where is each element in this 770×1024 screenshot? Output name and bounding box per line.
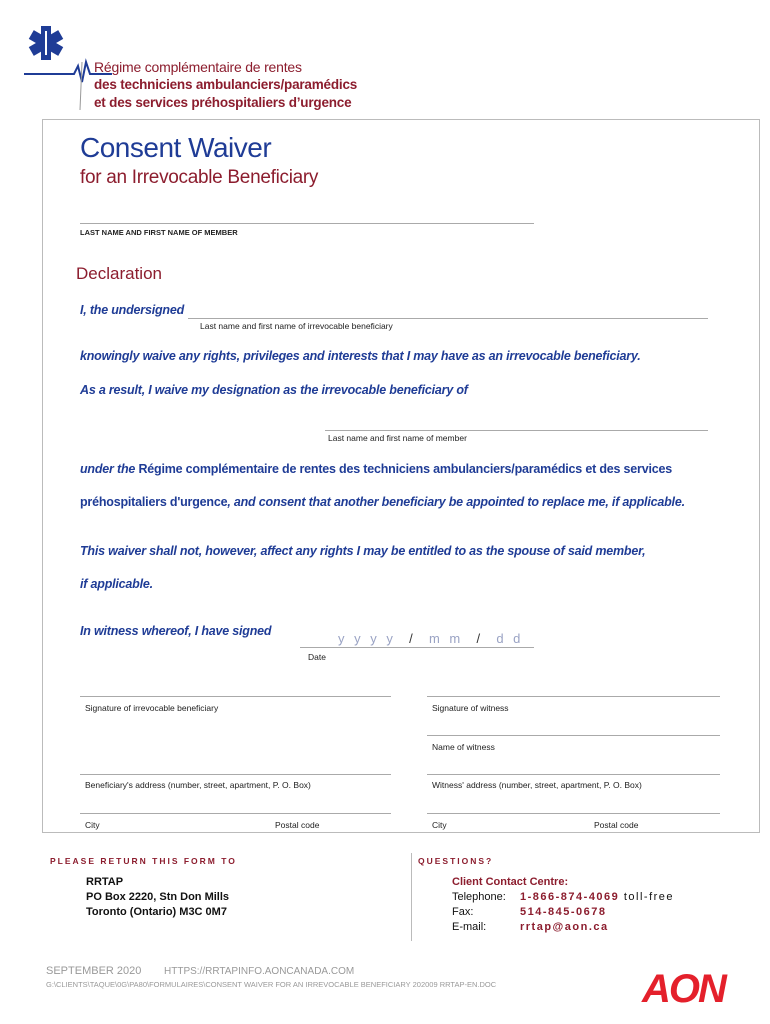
form-border [42, 119, 43, 833]
beneficiary-city-label: City [85, 820, 100, 830]
date-caption: Date [308, 652, 326, 662]
beneficiary-name-input[interactable] [188, 318, 708, 319]
member-name-caption: Last name and first name of member [328, 433, 467, 443]
witness-name-label: Name of witness [432, 742, 495, 752]
witness-name-input[interactable] [427, 735, 720, 736]
member-name-input-2[interactable] [325, 430, 708, 431]
beneficiary-signature-label: Signature of irrevocable beneficiary [85, 703, 219, 713]
date-underline [300, 647, 534, 648]
beneficiary-city-input[interactable] [80, 813, 391, 814]
witness-signature-label: Signature of witness [432, 703, 509, 713]
witness-city-label: City [432, 820, 447, 830]
return-address-line3: Toronto (Ontario) M3C 0M7 [86, 906, 227, 918]
org-name-line2: des techniciens ambulanciers/paramédics [94, 77, 358, 92]
declaration-paragraph-4: préhospitaliers d'urgence, and consent that another beneficiary be appointed to replace me, if applicable. [80, 495, 685, 509]
website-link[interactable]: HTTPS://RRTAPINFO.AONCANADA.COM [164, 966, 355, 977]
form-border [42, 119, 760, 120]
declaration-paragraph-1: knowingly waive any rights, privileges and interests that I may have as an irrevocable beneficiary. [80, 349, 641, 363]
declaration-paragraph-3: under the Régime complémentaire de rentes des techniciens ambulanciers/paramédics et des services [80, 462, 672, 476]
declaration-paragraph-6: if applicable. [80, 577, 153, 591]
witness-label: In witness whereof, I have signed [80, 624, 272, 638]
fax-value: 514-845-0678 [520, 906, 607, 918]
declaration-paragraph-5: This waiver shall not, however, affect any rights I may be entitled to as the spouse of said member, [80, 544, 646, 558]
form-subtitle: for an Irrevocable Beneficiary [80, 167, 319, 188]
beneficiary-address-label: Beneficiary's address (number, street, apartment, P. O. Box) [85, 780, 311, 790]
document-path: G:\CLIENTS\TAQUE\0G\PA80\FORMULAIRES\CONSENT WAIVER FOR AN IRREVOCABLE BENEFICIARY 202009 RRTAP-EN.DOC [46, 980, 497, 989]
telephone-value[interactable]: 1-866-874-4069 toll-free [520, 891, 675, 903]
revision-date: SEPTEMBER 2020 [46, 965, 142, 977]
form-border [42, 832, 760, 833]
beneficiary-postal-label: Postal code [275, 820, 320, 830]
org-name-line3: et des services préhospitaliers d’urgence [94, 95, 352, 110]
org-name-line1: Régime complémentaire de rentes [94, 59, 302, 75]
form-border [759, 119, 760, 833]
aon-logo-icon [640, 962, 735, 1008]
footer-divider [411, 853, 412, 941]
fax-label: Fax: [452, 906, 474, 918]
questions-title: QUESTIONS? [418, 856, 494, 866]
beneficiary-name-caption: Last name and first name of irrevocable beneficiary [200, 321, 393, 331]
declaration-paragraph-2: As a result, I waive my designation as the irrevocable beneficiary of [80, 383, 468, 397]
witness-city-input[interactable] [427, 813, 720, 814]
return-form-title: PLEASE RETURN THIS FORM TO [50, 856, 237, 866]
beneficiary-address-input[interactable] [80, 774, 391, 775]
witness-signature-input[interactable] [427, 696, 720, 697]
return-address-line1: RRTAP [86, 876, 124, 888]
form-title: Consent Waiver [80, 132, 272, 163]
email-link[interactable]: rrtap@aon.ca [520, 921, 609, 933]
return-address-line2: PO Box 2220, Stn Don Mills [86, 891, 230, 903]
client-contact-centre-label: Client Contact Centre: [452, 876, 569, 888]
witness-postal-label: Postal code [594, 820, 639, 830]
member-name-label: LAST NAME AND FIRST NAME OF MEMBER [80, 228, 238, 237]
witness-address-label: Witness' address (number, street, apartment, P. O. Box) [432, 780, 642, 790]
aon-brand-text: AON [642, 967, 725, 1008]
member-name-input[interactable] [80, 223, 534, 224]
undersigned-label: I, the undersigned [80, 303, 185, 317]
witness-address-input[interactable] [427, 774, 720, 775]
beneficiary-signature-input[interactable] [80, 696, 391, 697]
email-label: E-mail: [452, 921, 487, 933]
declaration-heading: Declaration [76, 264, 162, 283]
date-input[interactable]: y y y y / m m / d d [338, 631, 524, 646]
telephone-label: Telephone: [452, 891, 506, 903]
